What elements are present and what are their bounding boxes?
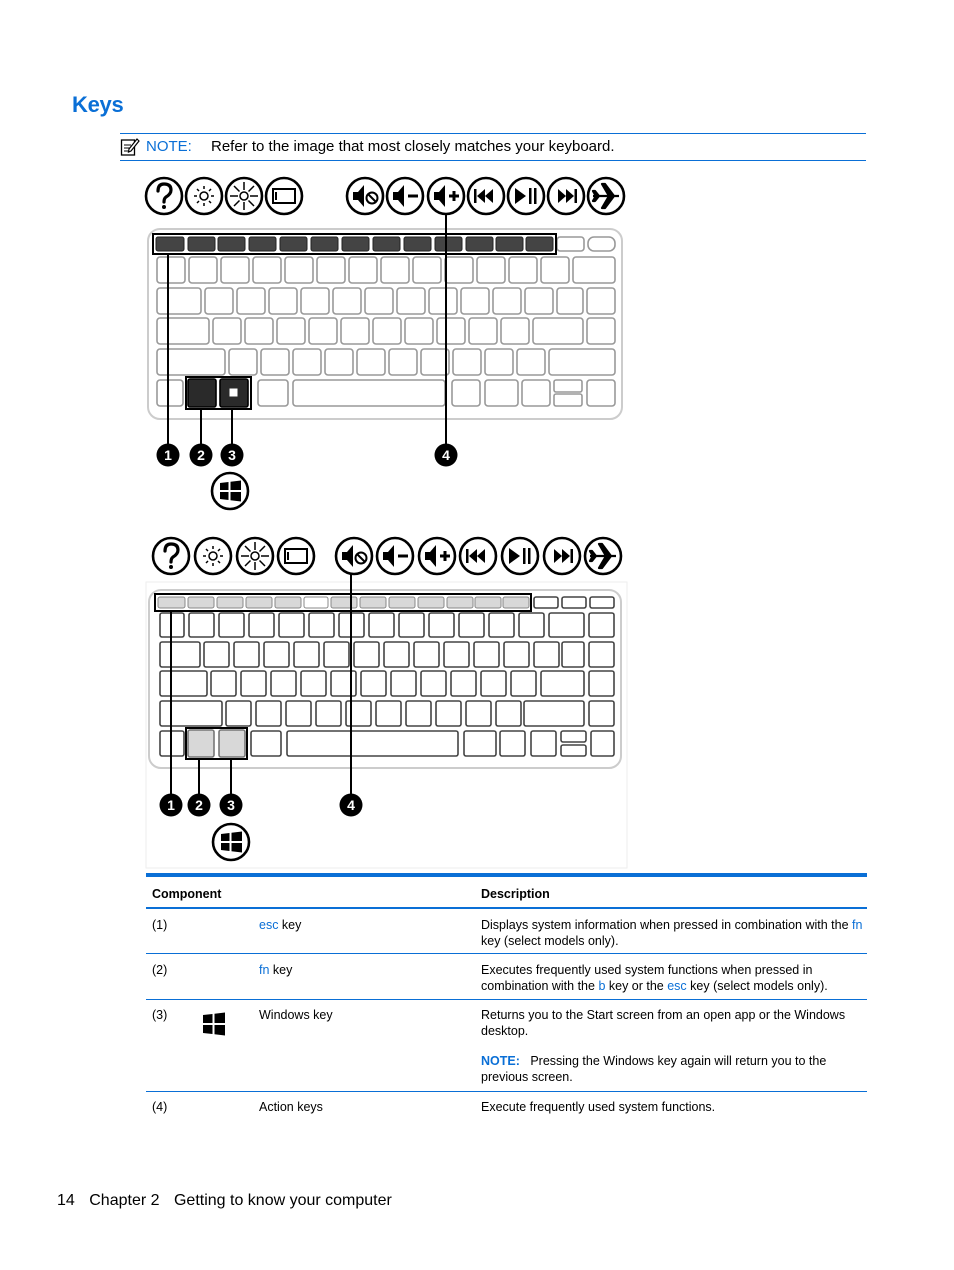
volume-up-icon bbox=[428, 178, 464, 214]
volume-up-icon bbox=[419, 538, 455, 574]
chapter-title: Getting to know your computer bbox=[173, 1192, 392, 1209]
page-footer bbox=[57, 1192, 402, 1210]
keyboard-1-badges bbox=[157, 444, 458, 467]
row-description: Displays system information when pressed in combination with the fn key (select models only). bbox=[481, 918, 863, 948]
brightness-down-icon bbox=[195, 538, 231, 574]
row-description: Returns you to the Start screen from an open app or the Windows desktop. bbox=[481, 1008, 846, 1038]
play-pause-icon bbox=[508, 178, 544, 214]
previous-track-icon bbox=[460, 538, 496, 574]
row-note: NOTE: Pressing the Windows key again will return you to the previous screen. bbox=[481, 1054, 827, 1084]
header-description: Description bbox=[481, 887, 550, 901]
airplane-mode-icon bbox=[585, 538, 621, 574]
callout-2: 2 bbox=[195, 797, 203, 813]
row-component: esc key bbox=[259, 918, 302, 932]
note-label: NOTE: bbox=[146, 138, 192, 155]
row-component: Windows key bbox=[259, 1008, 333, 1022]
chapter-label: Chapter 2 bbox=[89, 1192, 160, 1209]
keyboard-1-windows-key-mark bbox=[230, 389, 237, 396]
brightness-up-icon bbox=[226, 178, 262, 214]
callout-1: 1 bbox=[167, 797, 175, 813]
keyboard-2-badges bbox=[160, 794, 363, 817]
airplane-mode-icon bbox=[588, 178, 624, 214]
keyboard-1-body bbox=[148, 229, 622, 419]
row-description: Executes frequently used system functions when pressed in combination with the b key or the esc key (select models only). bbox=[481, 963, 828, 993]
windows-logo-icon bbox=[202, 1012, 226, 1036]
keyboard-1-action-icons bbox=[146, 178, 624, 214]
table-row bbox=[146, 954, 867, 1000]
callout-3: 3 bbox=[227, 797, 235, 813]
table-row bbox=[146, 1092, 867, 1122]
windows-logo-icon bbox=[213, 824, 249, 860]
table-row bbox=[146, 909, 867, 954]
volume-down-icon bbox=[377, 538, 413, 574]
callout-3: 3 bbox=[228, 447, 236, 463]
callout-2: 2 bbox=[197, 447, 205, 463]
header-component: Component bbox=[152, 887, 222, 901]
brightness-up-icon bbox=[237, 538, 273, 574]
row-component: Action keys bbox=[259, 1100, 323, 1114]
note-text: Refer to the image that most closely matches your keyboard. bbox=[211, 138, 615, 155]
help-icon bbox=[153, 538, 189, 574]
callout-4: 4 bbox=[347, 797, 355, 813]
row-number: (3) bbox=[152, 1008, 168, 1022]
help-icon bbox=[146, 178, 182, 214]
keyboard-2-action-icons bbox=[153, 538, 621, 574]
row-number: (2) bbox=[152, 963, 168, 977]
row-component: fn key bbox=[259, 963, 293, 977]
row-number: (1) bbox=[152, 918, 168, 932]
mute-icon bbox=[347, 178, 383, 214]
table-row bbox=[146, 1000, 867, 1092]
play-pause-icon bbox=[502, 538, 538, 574]
display-switch-icon bbox=[266, 178, 302, 214]
display-switch-icon bbox=[278, 538, 314, 574]
next-track-icon bbox=[548, 178, 584, 214]
volume-down-icon bbox=[387, 178, 423, 214]
windows-logo-icon bbox=[212, 473, 248, 509]
brightness-down-icon bbox=[186, 178, 222, 214]
callout-4: 4 bbox=[442, 447, 450, 463]
page-number: 14 bbox=[57, 1192, 75, 1209]
keyboard-2-body bbox=[149, 590, 621, 768]
previous-track-icon bbox=[468, 178, 504, 214]
mute-icon bbox=[336, 538, 372, 574]
row-description: Execute frequently used system functions. bbox=[481, 1100, 716, 1114]
callout-1: 1 bbox=[164, 447, 172, 463]
component-table bbox=[146, 873, 867, 1122]
table-header-row bbox=[146, 877, 867, 909]
page-heading: Keys bbox=[72, 92, 124, 117]
row-number: (4) bbox=[152, 1100, 168, 1114]
next-track-icon bbox=[544, 538, 580, 574]
